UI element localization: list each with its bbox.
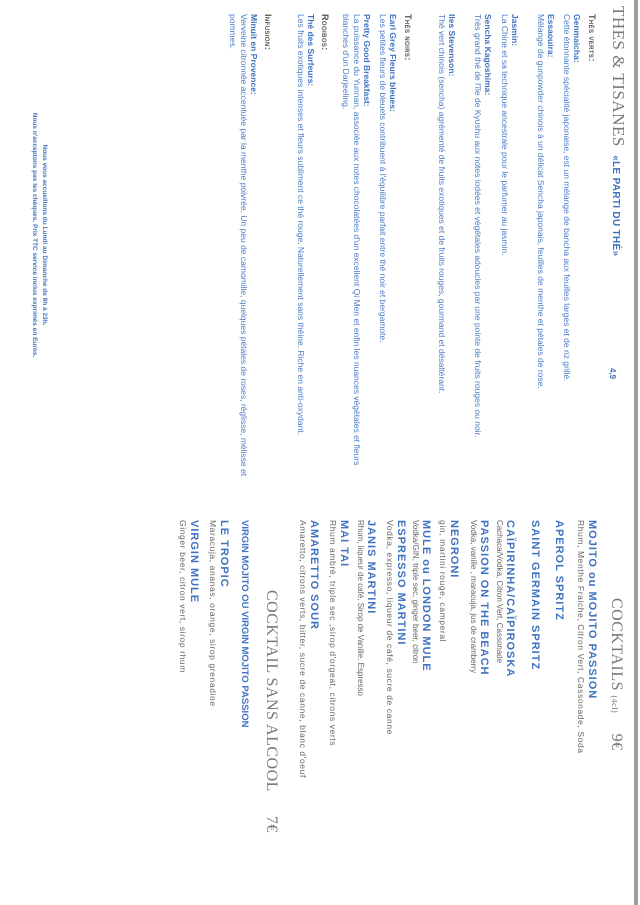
cocktail-name: APEROL SPRITZ [553,520,565,621]
cocktail-name: NEGRONI [448,520,460,579]
cocktail-name: MOJITO ou MOJITO PASSION [586,520,598,700]
cocktail-item [385,520,407,735]
cocktail-desc: Cachaca/Vodka, Citron Vert, Cassonade [495,520,504,664]
footer-payment: Nous n'acceptons pas les chèques. Prix TTC service inclus exprimés en Euros. [31,112,38,358]
tea-item [472,14,493,479]
tea-item [535,14,556,479]
tea-item-desc: Verveine citronnée accentuée par la menthe poivrée. Un peu de camomille, quelques pétales de roses, réglisse, mélisse et pommes. [228,14,249,477]
mocktail-item [178,520,200,673]
tea-item [499,14,520,479]
cocktail-desc: Vodka/GIN, triple sec, ginger beer, citron [411,520,420,664]
tea-item-name: Essaouira: [546,14,556,58]
tea-item [340,14,372,479]
cocktail-item [469,520,490,675]
cocktail-item [328,520,350,746]
tea-item [561,14,582,479]
cocktail-name: MULE ou LONDON MULE [420,520,432,672]
tea-header [608,6,628,256]
tea-price: 4,9 [608,368,617,380]
tea-item [377,14,398,479]
section-heading: Rooibos: [320,14,330,51]
cocktails-title: COCKTAILS [608,598,625,691]
tea-item [227,14,259,479]
tea-item-desc: Très grand thé de l'île de Kyushu aux notes iodées et végétales adoucies par une pointe de fruits rouges ou noir. [473,14,483,438]
cocktail-desc: Vodka, expresso, liqueur de café, sucre de canne [385,520,395,735]
tea-item-name: Iles Stevenson: [447,14,457,77]
cocktail-name: SAINT GERMAIN SPRITZ [529,520,541,671]
footer-hours: Nous vous accueillons du Lundi au Dimanche de 8h à 23h. [41,144,48,326]
cocktail-item [529,520,541,670]
cocktails-header [607,598,625,751]
cocktails-volume: (4cl) [610,695,619,714]
mocktails-price: 7€ [263,815,280,833]
cocktail-name: ESPRESSO MARTINI [395,520,407,646]
section-heading: Thés verts: [587,14,597,62]
cocktail-item [438,520,460,642]
tea-item-name: Jasmin: [510,14,520,47]
cocktail-item [495,520,516,677]
tea-item-desc: La Chine et sa technique ancestrale pour le parfumer au jasmin. [500,14,510,256]
mocktail-name: VIRGIN MULE [188,520,200,604]
cocktail-item [298,520,320,778]
tea-item-desc: Mélange de gunpowder chinois à un délicat Sencha japonais, feuilles de menthe et pétales de rose. [536,14,546,389]
cocktail-desc: Vodka, vanille , maracuja, jus de cramberry [469,520,478,673]
tea-item-desc: Les fruits exotiques intenses et fleurs subliment ce thé rouge. Naturellement sans théine. Riche en anti-oxydant. [296,14,306,435]
cocktail-item [553,520,565,621]
tea-item-desc: La puissance du Yunnan, associée aux notes chocolatées d'un excellent Qi Men et enfin les nuances végétales et fleurs blanches d'un Darjeeling. [341,14,362,466]
section-heading: Infusion: [263,14,273,51]
cocktail-name: JANIS MARTINI [365,520,377,615]
tea-item-name: Genmaicha: [572,14,582,63]
mocktails-title: COCKTAIL SANS ALCOOL [263,590,280,792]
cocktail-item [356,520,377,696]
mocktail-name: VIRGIN MOJITO OU VIRGIN MOJITO PASSION [239,520,250,728]
cocktail-desc: Rhum ambré, triple sec ,sirop d'orgeat, citrons verts [328,520,338,747]
tea-title: THES & TISANES [609,6,628,147]
cocktail-name: CAÏPIRINHA/CAÏPIROSKA [504,520,516,678]
mocktail-desc: Maracuja, ananas, orange, sirop grenadine [208,520,218,707]
tea-item-desc: Thé vert chinois (sencha) agrémenté de fruits exotiques et de fruits rouges, gourmand et désaltérant. [437,14,447,394]
cocktail-item [411,520,432,672]
cocktail-desc: gin, martini rouge, camperal [438,520,448,643]
cocktail-desc: Rhum, Menthe Fraiche, Citron Vert, Cassonade, Soda [576,520,586,754]
mocktail-item [239,520,250,727]
tea-item-name: Sencha Kagoshima: [483,14,493,96]
mocktails-header [262,590,280,833]
cocktail-name: AMARETTO SOUR [308,520,320,630]
cocktails-price: 9€ [608,733,625,751]
tea-tagline: «LE PARTI DU THÉ» [610,155,621,257]
tea-item-desc: Cette étonnante spécialité japonaise, est un mélange de bancha aux feuilles larges et de riz grillé. [562,14,572,382]
mocktail-desc: Ginger beer, citron vert, sirop rhum [178,520,188,673]
tea-item-name: Earl Grey Fleurs bleues: [388,14,398,112]
section-heading: Thés noirs: [403,14,413,61]
tea-item-desc: Les petites fleurs de bleuets contribuent à l'équilibre parfait entre thé noir et bergamote. [378,14,388,343]
cocktail-desc: Amaretto, citrons verts, bitter, sucre de canne, blanc d'oeuf [298,520,308,778]
cocktails-column [0,480,640,905]
cocktail-name: PASSION ON THE BEACH [478,520,490,676]
tea-item-name: Thé des Surfeurs: [306,14,316,87]
tea-item [295,14,316,479]
cocktail-item [576,520,598,754]
mocktail-name: LE TROPIC [218,520,230,588]
cocktail-desc: Rhum, liqueur de café, Sirop de Vanille, Espresso [356,520,365,696]
mocktail-item [208,520,230,707]
tea-item-name: Minuit en Provence: [249,14,259,95]
tea-item [436,14,457,479]
cocktail-name: MAI TAI [338,520,350,568]
tea-item-name: Pretty Good Breakfast: [362,14,372,107]
